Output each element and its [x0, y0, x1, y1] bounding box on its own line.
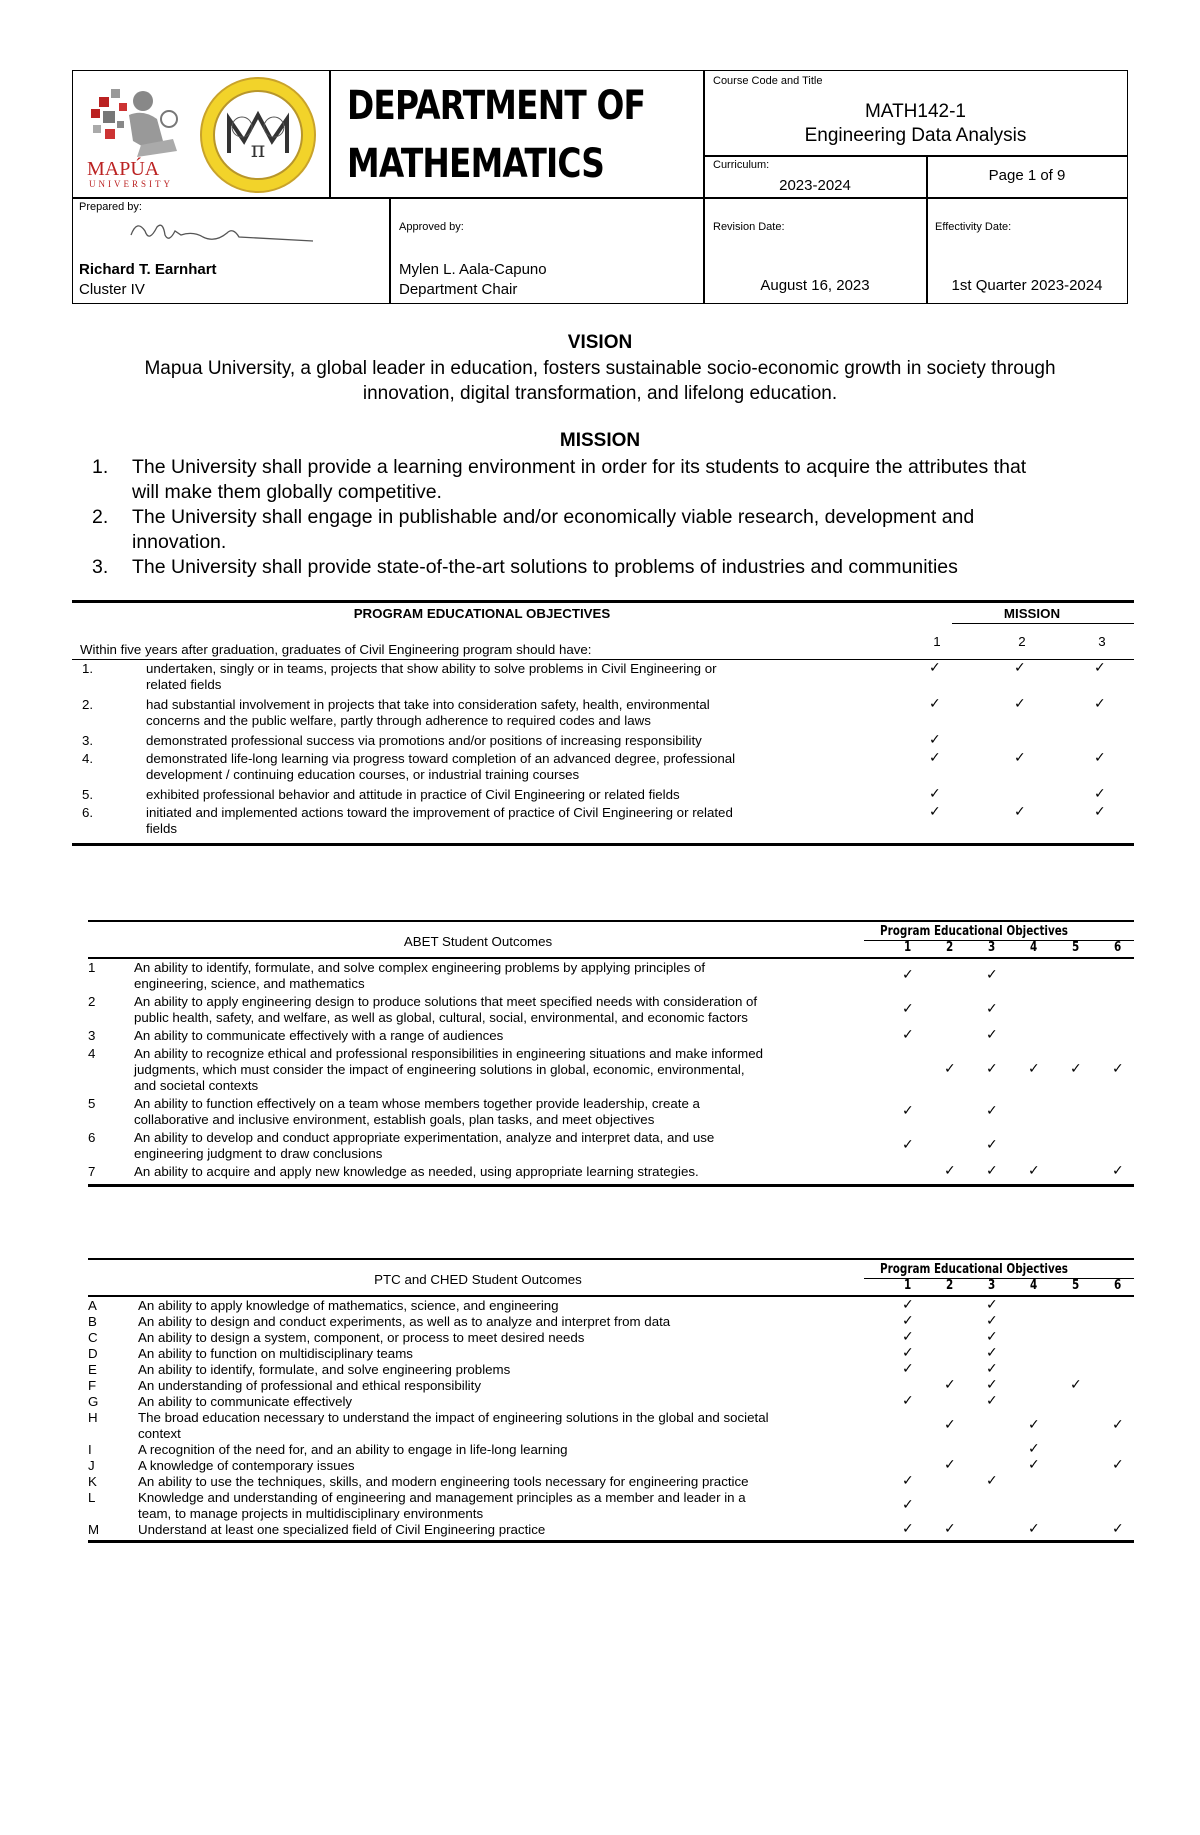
peo-col-header: 4: [1030, 1278, 1038, 1293]
peo-table: [72, 600, 1134, 850]
check-mark: ✓: [986, 1313, 998, 1329]
peo-row-line: undertaken, singly or in teams, projects that show ability to solve problems in Civil Engineering or: [146, 661, 717, 676]
check-mark: ✓: [986, 1103, 998, 1119]
mission-text-line: The University shall provide a learning environment in order for its students to acquire the attributes that: [132, 456, 1027, 478]
check-mark: ✓: [902, 967, 914, 983]
peo-row-number: 4.: [82, 751, 94, 766]
prepared-role: Cluster IV: [79, 281, 145, 298]
check-mark: ✓: [929, 750, 941, 766]
check-mark: ✓: [1112, 1457, 1124, 1473]
mission-col-header: 3: [1098, 634, 1106, 649]
mission-list: [72, 455, 1182, 580]
check-mark: ✓: [929, 804, 941, 820]
mission-text-line: The University shall engage in publishable and/or economically viable research, development and: [132, 506, 975, 528]
check-mark: ✓: [929, 732, 941, 748]
svg-text:π: π: [250, 138, 266, 163]
outcome-row-line: An ability to design a system, component, or process to meet desired needs: [138, 1330, 585, 1345]
outcome-row-text: [138, 1378, 898, 1394]
peo-row-line: exhibited professional behavior and attitude in practice of Civil Engineering or related fields: [146, 787, 680, 802]
peo-row-line: concerns and the public welfare, partly through adherence to required codes and laws: [146, 713, 651, 728]
outcome-row-line: An ability to communicate effectively with a range of audiences: [134, 1028, 504, 1043]
outcome-row-line: An ability to develop and conduct appropriate experimentation, analyze and interpret data, and use: [134, 1130, 715, 1145]
table-bottom-rule: [88, 1184, 1134, 1187]
check-mark: ✓: [986, 1061, 998, 1077]
outcome-row-line: context: [138, 1426, 181, 1441]
outcome-row-text: [138, 1330, 898, 1346]
check-mark: ✓: [986, 1361, 998, 1377]
mission-col-header: 2: [1018, 634, 1026, 649]
outcome-row-id: 4: [88, 1046, 96, 1061]
peo-row-number: 1.: [82, 661, 94, 676]
outcome-row-text: [138, 1458, 898, 1474]
outcome-row-id: C: [88, 1330, 98, 1345]
document-header: [72, 70, 1128, 304]
outcome-row-line: An ability to apply knowledge of mathematics, science, and engineering: [138, 1298, 559, 1313]
check-mark: ✓: [986, 967, 998, 983]
peo-row-number: 3.: [82, 733, 94, 748]
peo-row-text: [146, 733, 886, 749]
peo-col-header: 6: [1114, 1278, 1122, 1293]
check-mark: ✓: [986, 1329, 998, 1345]
peo-col-header: 2: [946, 1278, 954, 1293]
revision-date: August 16, 2023: [760, 277, 870, 294]
check-mark: ✓: [944, 1061, 956, 1077]
peo-table-title: PROGRAM EDUCATIONAL OBJECTIVES: [353, 606, 611, 621]
outcome-row-id: B: [88, 1314, 97, 1329]
svg-text:UNIVERSITY: UNIVERSITY: [89, 179, 173, 189]
course-label: Course Code and Title: [713, 75, 823, 87]
peo-row-number: 6.: [82, 805, 94, 820]
outcome-row-line: A recognition of the need for, and an ability to engage in life-long learning: [138, 1442, 568, 1457]
peo-header: Program Educational Objectives: [880, 924, 1068, 939]
check-mark: ✓: [1028, 1521, 1040, 1537]
department-title-line2: MATHEMATICS: [347, 141, 605, 187]
outcome-row-id: K: [88, 1474, 97, 1489]
outcome-row-line: Knowledge and understanding of engineering and management principles as a member and leader in a: [138, 1490, 746, 1505]
check-mark: ✓: [944, 1417, 956, 1433]
outcome-row-line: An ability to use the techniques, skills, and modern engineering tools necessary for engineering practice: [138, 1474, 749, 1489]
check-mark: ✓: [902, 1027, 914, 1043]
peo-col-header: 1: [904, 940, 912, 955]
check-mark: ✓: [1014, 804, 1026, 820]
approved-name: Mylen L. Aala-Capuno: [399, 261, 547, 278]
outcome-row-text: [134, 994, 894, 1026]
department-title-line1: DEPARTMENT OF: [347, 83, 646, 129]
outcome-row-id: J: [88, 1458, 95, 1473]
outcome-row-line: An understanding of professional and ethical responsibility: [138, 1378, 481, 1393]
outcome-row-text: [134, 1046, 894, 1094]
check-mark: ✓: [929, 660, 941, 676]
outcome-row-text: [134, 1164, 894, 1180]
outcome-row-text: [138, 1362, 898, 1378]
outcome-row-line: An ability to identify, formulate, and solve engineering problems: [138, 1362, 511, 1377]
vision-line: Mapua University, a global leader in education, fosters sustainable socio-economic growth in society through: [144, 358, 1056, 379]
check-mark: ✓: [902, 1103, 914, 1119]
peo-row-line: had substantial involvement in projects that take into consideration safety, health, environmental: [146, 697, 710, 712]
check-mark: ✓: [944, 1163, 956, 1179]
outcome-row-line: An ability to function on multidisciplinary teams: [138, 1346, 413, 1361]
check-mark: ✓: [1014, 696, 1026, 712]
peo-col-header: 2: [946, 940, 954, 955]
check-mark: ✓: [986, 1163, 998, 1179]
check-mark: ✓: [1094, 660, 1106, 676]
check-mark: ✓: [1028, 1163, 1040, 1179]
check-mark: ✓: [986, 1137, 998, 1153]
outcome-row-line: engineering judgment to draw conclusions: [134, 1146, 383, 1161]
peo-col-header: 4: [1030, 940, 1038, 955]
check-mark: ✓: [1112, 1061, 1124, 1077]
outcome-row-id: 7: [88, 1164, 96, 1179]
mission-text-line: will make them globally competitive.: [132, 481, 442, 503]
check-mark: ✓: [902, 1137, 914, 1153]
mission-header: MISSION: [1003, 606, 1061, 621]
outcome-row-id: I: [88, 1442, 92, 1457]
peo-col-header: 3: [988, 940, 996, 955]
outcome-row-id: 1: [88, 960, 96, 975]
peo-header: Program Educational Objectives: [880, 1262, 1068, 1277]
mission-item: [72, 505, 1182, 555]
approved-role: Department Chair: [399, 281, 518, 298]
outcome-row-text: [138, 1394, 898, 1410]
check-mark: ✓: [1112, 1417, 1124, 1433]
outcome-row-line: An ability to communicate effectively: [138, 1394, 353, 1409]
outcome-row-id: F: [88, 1378, 97, 1393]
peo-row-text: [146, 751, 886, 783]
outcome-row-line: public health, safety, and welfare, as well as global, cultural, social, environmental, and economic factors: [134, 1010, 748, 1025]
outcome-row-text: [134, 960, 894, 992]
curriculum-label: Curriculum:: [713, 159, 770, 171]
table-bottom-rule: [88, 1540, 1134, 1543]
outcome-row-id: D: [88, 1346, 98, 1361]
outcome-row-line: The broad education necessary to understand the impact of engineering solutions in the global and societal: [138, 1410, 769, 1425]
table-bottom-rule: [72, 843, 1134, 846]
effectivity-label: Effectivity Date:: [935, 221, 1012, 233]
check-mark: ✓: [1028, 1061, 1040, 1077]
outcome-row-line: engineering, science, and mathematics: [134, 976, 365, 991]
outcome-row-text: [134, 1096, 894, 1128]
outcome-row-line: judgments, which must consider the impact of engineering solutions in global, economic, environmental,: [134, 1062, 745, 1077]
check-mark: ✓: [902, 1345, 914, 1361]
table-top-rule: [88, 1258, 1134, 1260]
mission-number: 2.: [92, 506, 109, 528]
outcome-row-id: A: [88, 1298, 97, 1313]
signature: [123, 213, 323, 253]
check-mark: ✓: [944, 1521, 956, 1537]
department-seal: [197, 75, 319, 195]
outcome-row-text: [134, 1130, 894, 1162]
header-rule: [72, 659, 1134, 660]
peo-intro: Within five years after graduation, graduates of Civil Engineering program should have:: [80, 642, 592, 657]
outcome-row-line: and societal contexts: [134, 1078, 259, 1093]
outcome-row-line: An ability to apply engineering design to produce solutions that meet specified needs with consideration of: [134, 994, 758, 1009]
check-mark: ✓: [902, 1297, 914, 1313]
check-mark: ✓: [929, 786, 941, 802]
peo-row-line: development / continuing education courses, or industrial training courses: [146, 767, 580, 782]
vision-line: innovation, digital transformation, and lifelong education.: [362, 383, 838, 404]
peo-row-text: [146, 697, 886, 729]
check-mark: ✓: [902, 1393, 914, 1409]
table-top-rule: [72, 600, 1134, 603]
outcome-row-id: L: [88, 1490, 96, 1505]
page-number: Page 1 of 9: [988, 167, 1066, 184]
outcome-row-line: collaborative and inclusive environment, establish goals, plan tasks, and meet objectives: [134, 1112, 655, 1127]
outcome-row-id: H: [88, 1410, 98, 1425]
check-mark: ✓: [986, 1001, 998, 1017]
mission-text-line: The University shall provide state-of-the-art solutions to problems of industries and communities: [132, 556, 958, 578]
approved-label: Approved by:: [399, 221, 464, 233]
check-mark: ✓: [902, 1521, 914, 1537]
course-title: Engineering Data Analysis: [804, 125, 1027, 146]
check-mark: ✓: [929, 696, 941, 712]
outcome-row-text: [138, 1522, 898, 1538]
outcome-row-text: [138, 1298, 898, 1314]
check-mark: ✓: [986, 1393, 998, 1409]
check-mark: ✓: [1094, 750, 1106, 766]
abet-outcomes-table: [88, 920, 1134, 1210]
outcome-row-line: A knowledge of contemporary issues: [138, 1458, 355, 1473]
ptc-ched-outcomes-table: [88, 1258, 1134, 1588]
check-mark: ✓: [986, 1473, 998, 1489]
outcome-row-id: 2: [88, 994, 96, 1009]
outcome-row-line: An ability to function effectively on a team whose members together provide leadership, create a: [134, 1096, 700, 1111]
header-rule: [88, 1295, 1134, 1297]
course-code: MATH142-1: [864, 101, 966, 122]
check-mark: ✓: [902, 1361, 914, 1377]
check-mark: ✓: [1014, 750, 1026, 766]
check-mark: ✓: [986, 1377, 998, 1393]
mission-item: [72, 455, 1182, 505]
check-mark: ✓: [1094, 786, 1106, 802]
outcomes-title: PTC and CHED Student Outcomes: [374, 1272, 582, 1287]
mission-header-rule: [952, 623, 1134, 624]
outcome-row-id: 6: [88, 1130, 96, 1145]
outcome-row-id: 5: [88, 1096, 96, 1111]
outcome-row-text: [138, 1410, 898, 1442]
check-mark: ✓: [1112, 1163, 1124, 1179]
curriculum-value: 2023-2024: [779, 177, 851, 194]
effectivity-date: 1st Quarter 2023-2024: [951, 277, 1103, 294]
check-mark: ✓: [1094, 696, 1106, 712]
vision-heading: VISION: [567, 332, 633, 353]
peo-row-number: 2.: [82, 697, 94, 712]
check-mark: ✓: [902, 1497, 914, 1513]
university-logo: [81, 79, 191, 191]
peo-row-text: [146, 661, 886, 693]
mission-number: 1.: [92, 456, 109, 478]
outcome-row-text: [138, 1474, 898, 1490]
check-mark: ✓: [1028, 1441, 1040, 1457]
outcome-row-id: 3: [88, 1028, 96, 1043]
check-mark: ✓: [944, 1457, 956, 1473]
peo-col-header: 5: [1072, 1278, 1080, 1293]
table-top-rule: [88, 920, 1134, 922]
check-mark: ✓: [1014, 660, 1026, 676]
outcome-row-text: [138, 1490, 898, 1522]
check-mark: ✓: [902, 1329, 914, 1345]
peo-row-line: related fields: [146, 677, 222, 692]
outcome-row-id: M: [88, 1522, 100, 1537]
check-mark: ✓: [902, 1001, 914, 1017]
prepared-label: Prepared by:: [79, 201, 142, 213]
peo-col-header: 1: [904, 1278, 912, 1293]
peo-row-text: [146, 787, 886, 803]
vision-text: [0, 356, 1200, 406]
check-mark: ✓: [1112, 1521, 1124, 1537]
check-mark: ✓: [1070, 1377, 1082, 1393]
peo-col-header: 5: [1072, 940, 1080, 955]
check-mark: ✓: [944, 1377, 956, 1393]
peo-col-header: 6: [1114, 940, 1122, 955]
check-mark: ✓: [902, 1313, 914, 1329]
outcome-row-line: Understand at least one specialized field of Civil Engineering practice: [138, 1522, 546, 1537]
logo-wordmark: MAPÚA: [87, 158, 160, 180]
header-rule: [88, 957, 1134, 959]
check-mark: ✓: [986, 1345, 998, 1361]
outcome-row-line: An ability to acquire and apply new knowledge as needed, using appropriate learning strategies.: [134, 1164, 699, 1179]
mission-heading: MISSION: [559, 430, 641, 451]
peo-row-line: demonstrated professional success via promotions and/or positions of increasing responsibility: [146, 733, 702, 748]
peo-row-number: 5.: [82, 787, 94, 802]
check-mark: ✓: [986, 1297, 998, 1313]
peo-row-line: fields: [146, 821, 178, 836]
prepared-name: Richard T. Earnhart: [79, 261, 217, 278]
check-mark: ✓: [1094, 804, 1106, 820]
outcome-row-line: An ability to recognize ethical and professional responsibilities in engineering situations and make informed: [134, 1046, 764, 1061]
outcome-row-line: An ability to design and conduct experiments, as well as to analyze and interpret from data: [138, 1314, 671, 1329]
peo-row-line: initiated and implemented actions toward the improvement of practice of Civil Engineering or related: [146, 805, 733, 820]
peo-row-text: [146, 805, 886, 837]
check-mark: ✓: [1070, 1061, 1082, 1077]
mission-number: 3.: [92, 556, 109, 578]
outcomes-title: ABET Student Outcomes: [403, 934, 553, 949]
mission-col-header: 1: [933, 634, 941, 649]
mission-item: [72, 555, 1182, 580]
outcome-row-text: [134, 1028, 894, 1044]
outcome-row-id: G: [88, 1394, 99, 1409]
peo-row-line: demonstrated life-long learning via progress toward completion of an advanced degree, professional: [146, 751, 736, 766]
mission-text-line: innovation.: [132, 531, 227, 553]
outcome-row-text: [138, 1314, 898, 1330]
outcome-row-text: [138, 1442, 898, 1458]
check-mark: ✓: [902, 1473, 914, 1489]
outcome-row-line: team, to manage projects in multidisciplinary environments: [138, 1506, 484, 1521]
outcome-row-line: An ability to identify, formulate, and solve complex engineering problems by applying principles of: [134, 960, 706, 975]
check-mark: ✓: [986, 1027, 998, 1043]
check-mark: ✓: [1028, 1457, 1040, 1473]
check-mark: ✓: [1028, 1417, 1040, 1433]
outcome-row-text: [138, 1346, 898, 1362]
revision-label: Revision Date:: [713, 221, 785, 233]
peo-col-header: 3: [988, 1278, 996, 1293]
outcome-row-id: E: [88, 1362, 97, 1377]
